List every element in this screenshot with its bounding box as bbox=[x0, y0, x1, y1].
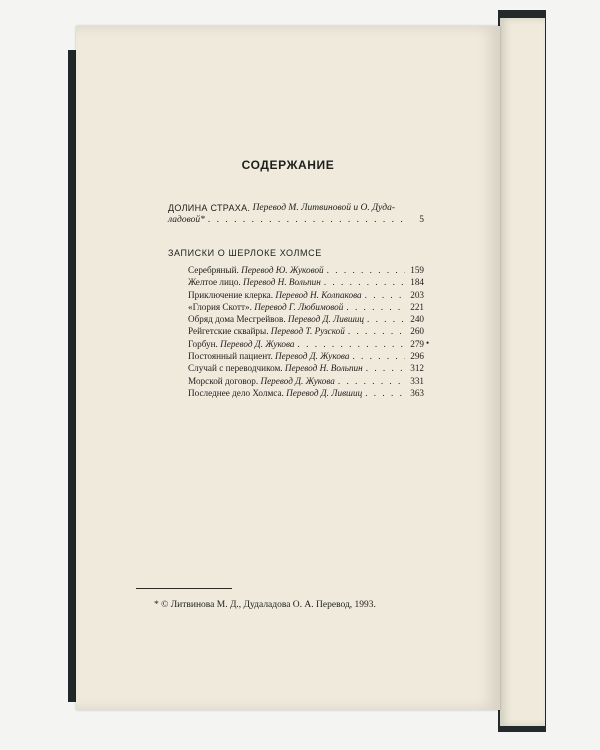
item-page: 240 bbox=[410, 314, 424, 325]
item-title: Рейгетские сквайры. bbox=[188, 326, 269, 337]
item-title: Горбун. bbox=[188, 338, 218, 349]
list-item bbox=[188, 350, 424, 362]
item-translator: Перевод Д. Лившиц bbox=[286, 387, 363, 398]
toc-entry-main bbox=[168, 202, 424, 226]
section-heading: ЗАПИСКИ О ШЕРЛОКЕ ХОЛМСЕ bbox=[168, 248, 322, 258]
leader-dots bbox=[366, 362, 405, 374]
item-page: 312 bbox=[410, 363, 424, 374]
leader-dots bbox=[346, 301, 405, 313]
leader-dots bbox=[348, 325, 405, 337]
item-title: Обряд дома Месгрейвов. bbox=[188, 314, 286, 325]
item-title: Желтое лицо. bbox=[188, 277, 241, 288]
item-translator: Перевод Н. Колпакова bbox=[275, 289, 362, 300]
leader-dots bbox=[338, 375, 405, 387]
list-item bbox=[188, 313, 424, 325]
item-translator: Перевод Н. Вольпин bbox=[243, 277, 321, 288]
item-translator: Перевод Ю. Жуковой bbox=[241, 265, 324, 275]
leader-dots bbox=[365, 289, 405, 301]
item-title: Последнее дело Холмса. bbox=[188, 387, 284, 398]
book-page bbox=[76, 26, 500, 710]
item-page: 221 bbox=[410, 301, 424, 312]
item-translator: Перевод Д. Лившиц bbox=[287, 314, 364, 325]
item-title: Постоянный пациент. bbox=[188, 351, 273, 362]
leader-dots bbox=[298, 338, 405, 350]
footnote: * © Литвинова М. Д., Дудаладова О. А. Перевод, 1993. bbox=[154, 600, 376, 610]
item-page: 159 bbox=[410, 265, 424, 275]
list-item bbox=[188, 301, 424, 313]
item-page: 363 bbox=[410, 387, 424, 398]
item-translator: Перевод Д. Жукова bbox=[220, 338, 295, 349]
footnote-divider bbox=[136, 588, 232, 589]
toc-list bbox=[188, 264, 424, 399]
item-translator: Перевод Н. Вольпин bbox=[284, 363, 363, 374]
leader-dots bbox=[327, 264, 405, 276]
item-title: Серебряный. bbox=[188, 265, 239, 275]
item-title: «Глория Скотт». bbox=[188, 301, 252, 312]
leader-dots bbox=[324, 276, 405, 288]
list-item bbox=[188, 276, 424, 288]
toc-entry-line-2 bbox=[168, 214, 424, 226]
item-page: 260 bbox=[410, 326, 424, 337]
toc-entry-line-1 bbox=[168, 202, 424, 214]
item-title: Приключение клерка. bbox=[188, 289, 274, 300]
item-page: 203 bbox=[410, 289, 424, 300]
page-title: СОДЕРЖАНИЕ bbox=[241, 158, 335, 172]
item-translator: Перевод Т. Рузской bbox=[270, 326, 345, 337]
list-item bbox=[188, 375, 424, 387]
list-item bbox=[188, 362, 424, 374]
item-translator: Перевод Д. Жукова bbox=[260, 375, 335, 386]
leader-dots bbox=[367, 313, 405, 325]
toc-entry-title: ДОЛИНА СТРАХА. bbox=[168, 203, 251, 213]
leader-dots bbox=[365, 387, 405, 399]
item-title: Морской договор. bbox=[188, 375, 259, 386]
item-translator: Перевод Г. Любимовой bbox=[254, 301, 344, 312]
list-item bbox=[188, 338, 424, 350]
toc-entry-translator-cont: ладовой* bbox=[168, 215, 205, 225]
item-page: 279 bbox=[410, 338, 424, 349]
item-page: 296 bbox=[410, 351, 424, 362]
toc-entry-page: 5 bbox=[419, 215, 424, 225]
item-translator: Перевод Д. Жукова bbox=[275, 351, 350, 362]
item-page: 331 bbox=[410, 375, 424, 386]
item-title: Случай с переводчиком. bbox=[188, 363, 283, 374]
list-item bbox=[188, 289, 424, 301]
margin-mark: • bbox=[426, 338, 430, 348]
item-page: 184 bbox=[410, 277, 424, 288]
facing-page-edge bbox=[500, 18, 545, 726]
toc-entry-translator: Перевод М. Литвиновой и О. Дуда- bbox=[252, 203, 396, 213]
leader-dots bbox=[208, 214, 405, 226]
list-item bbox=[188, 325, 424, 337]
list-item bbox=[188, 387, 424, 399]
list-item bbox=[188, 264, 424, 276]
leader-dots bbox=[352, 350, 405, 362]
